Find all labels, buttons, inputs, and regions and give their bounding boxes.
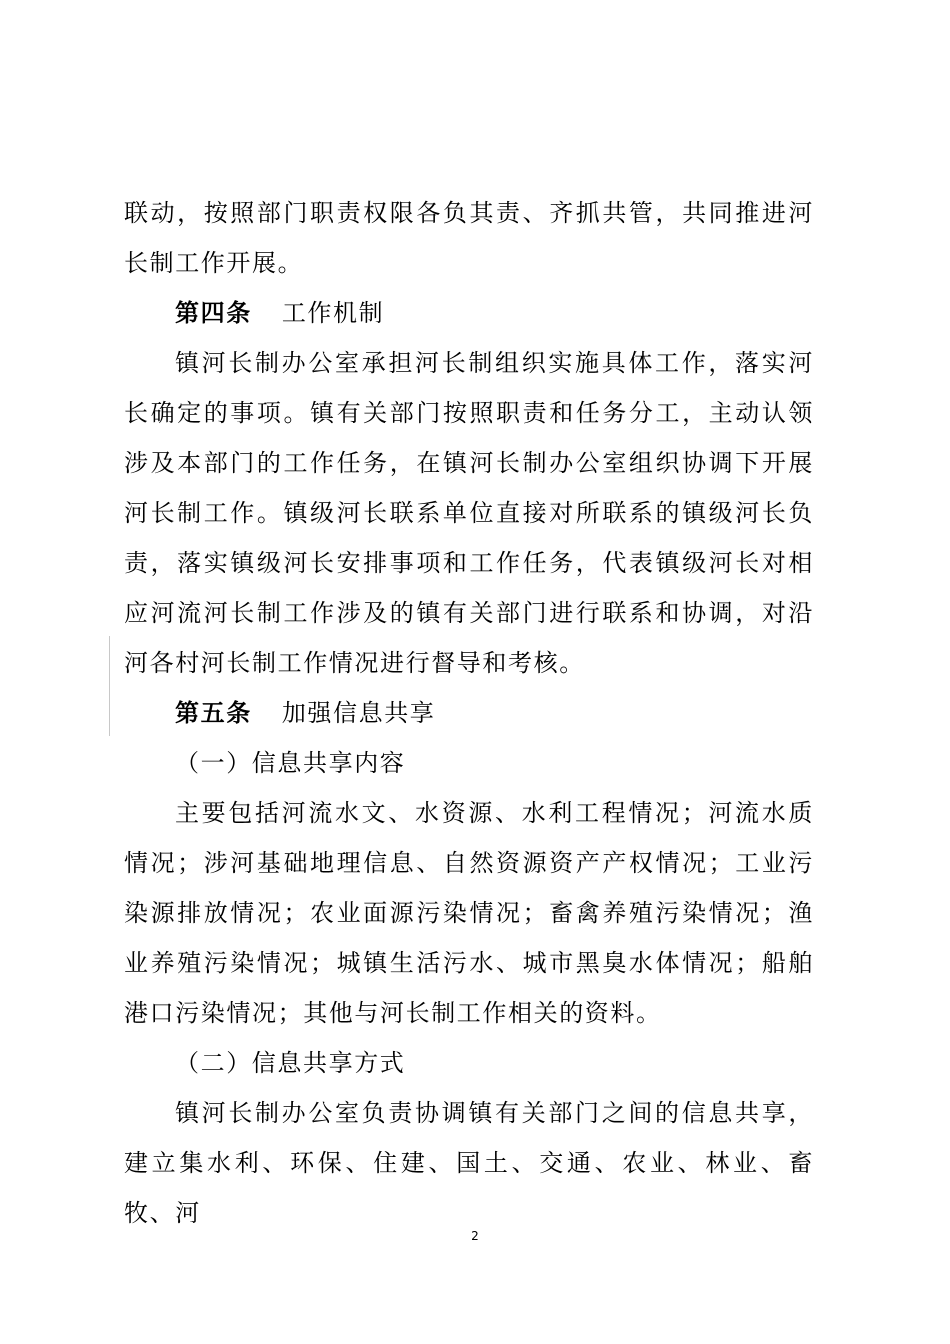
- document-body: [124, 188, 814, 1238]
- article-heading: [124, 688, 814, 738]
- sub-heading: （二）信息共享方式: [175, 1049, 406, 1077]
- article-title: 工作机制: [281, 299, 385, 327]
- margin-marker-line: [109, 636, 110, 736]
- body-paragraph: 主要包括河流水文、水资源、水利工程情况；河流水质情况；涉河基础地理信息、自然资源资产产权情况；工业污染源排放情况；农业面源污染情况；畜禽养殖污染情况；渔业养殖污染情况；城镇生活污水、城市黑臭水体情况；船舶港口污染情况；其他与河长制工作相关的资料。: [124, 799, 814, 1027]
- article-number: 第四条: [175, 299, 252, 327]
- article-number: 第五条: [175, 699, 252, 727]
- article-title: 加强信息共享: [281, 699, 436, 727]
- body-paragraph: 镇河长制办公室承担河长制组织实施具体工作，落实河长确定的事项。镇有关部门按照职责和任务分工，主动认领涉及本部门的工作任务，在镇河长制办公室组织协调下开展河长制工作。镇级河长联系单位直接对所联系的镇级河长负责，落实镇级河长安排事项和工作任务，代表镇级河长对相应河流河长制工作涉及的镇有关部门进行联系和协调，对沿河各村河长制工作情况进行督导和考核。: [124, 349, 814, 677]
- body-paragraph: 联动，按照部门职责权限各负其责、齐抓共管，共同推进河长制工作开展。: [124, 199, 814, 277]
- page-number: 2: [471, 1229, 479, 1243]
- article-heading: [124, 288, 814, 338]
- sub-heading: （一）信息共享内容: [175, 749, 406, 777]
- body-paragraph: 镇河长制办公室负责协调镇有关部门之间的信息共享，建立集水利、环保、住建、国土、交通、农业、林业、畜牧、河: [124, 1099, 814, 1227]
